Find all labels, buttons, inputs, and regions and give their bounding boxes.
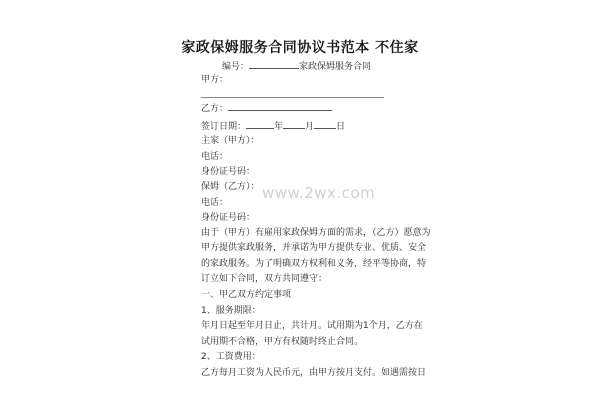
contract-number-line (222, 59, 371, 73)
year-blank (246, 119, 274, 129)
month-label: 月 (305, 122, 315, 132)
day-label: 日 (336, 122, 346, 132)
employer-phone-label: 电话： (201, 152, 229, 162)
item-paragraph-line: 试用期不合格，甲方有权随时终止合同。 (201, 337, 364, 347)
day-blank (314, 119, 336, 129)
sign-date-label: 签订日期： (201, 122, 247, 132)
party-b-label: 乙方： (201, 104, 229, 114)
employer-label: 主家（甲方）： (201, 136, 260, 146)
watermark-text: www.2wx.com (262, 184, 376, 202)
item-paragraph-line: 乙方每月工资为人民币元，由甲方按月支付。如遇需按日 (201, 368, 427, 378)
section-heading: 一、甲乙双方约定事项 (201, 290, 292, 300)
intro-paragraph-line: 由于（甲方）有雇用家政保姆方面的需求，（乙方）愿意为 (201, 228, 431, 238)
intro-paragraph-line: 订立如下合同，双方共同遵守： (201, 274, 328, 284)
item-paragraph-line: 年月日起至年月日止，共计月。试用期为1个月，乙方在 (201, 321, 423, 331)
contract-number-blank (249, 59, 299, 69)
party-a-label: 甲方： (201, 75, 229, 85)
month-blank (283, 119, 305, 129)
sign-date-line (201, 119, 345, 133)
item-heading: 2、工资费用： (201, 352, 261, 362)
contract-number-value: 家政保姆服务合同 (299, 62, 372, 72)
party-b-blank (228, 101, 332, 111)
nanny-id-label: 身份证号码： (201, 213, 256, 223)
intro-paragraph-line: 的家政服务。为了明确双方权利和义务，经平等协商，特 (201, 259, 427, 269)
year-label: 年 (274, 122, 284, 132)
nanny-label: 保姆（乙方）： (201, 182, 260, 192)
document-title: 家政保姆服务合同协议书范本 不住家 (181, 40, 419, 56)
contract-number-label: 编号： (222, 62, 250, 72)
employer-id-label: 身份证号码： (201, 167, 256, 177)
intro-paragraph-line: 甲方提供家政服务，并承诺为甲方提供专业、优质、安全 (201, 243, 427, 253)
party-a-line (201, 74, 228, 86)
item-heading: 1、服务期限： (201, 306, 261, 316)
party-a-blank (201, 97, 384, 98)
nanny-phone-label: 电话： (201, 198, 229, 208)
party-b-line (201, 101, 332, 115)
